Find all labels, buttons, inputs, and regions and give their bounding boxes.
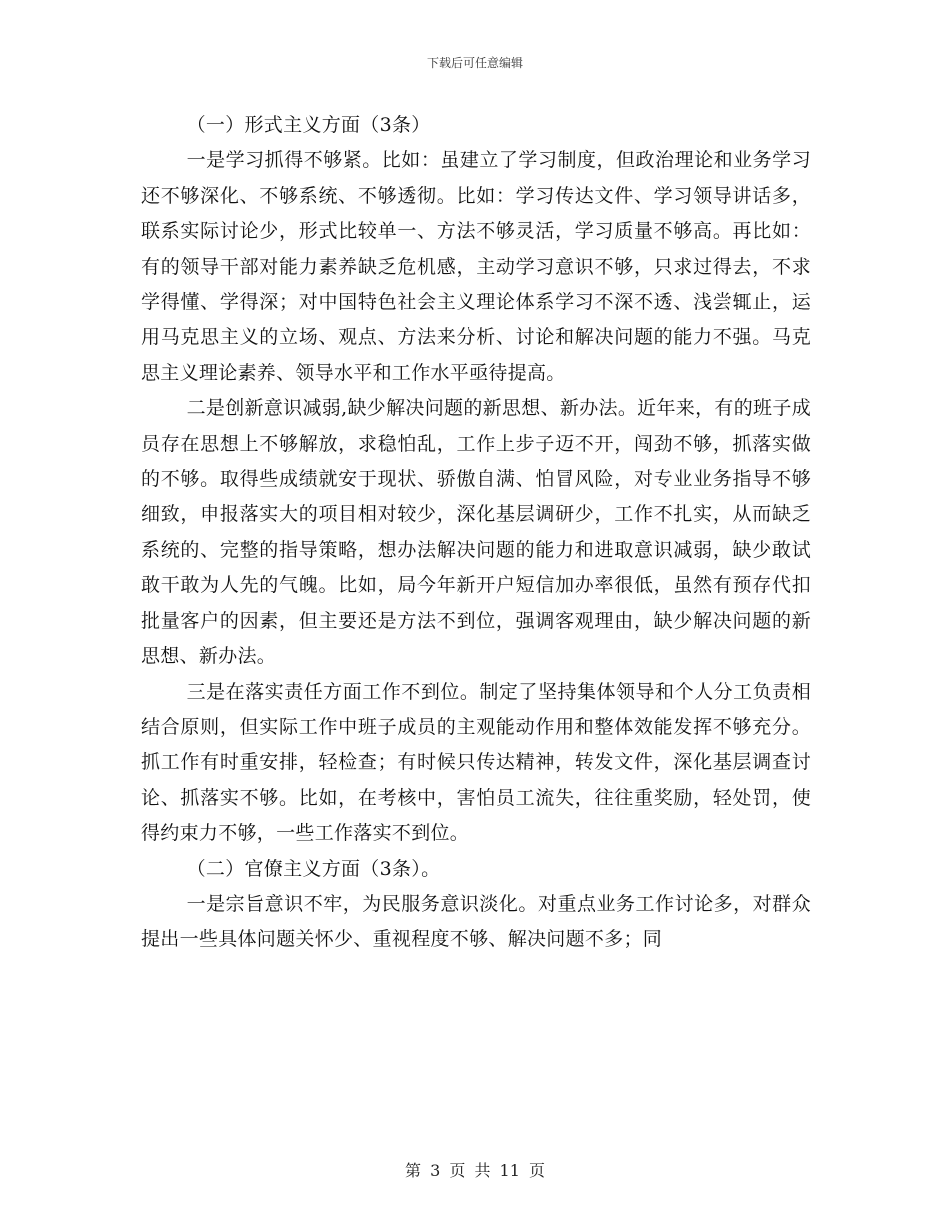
paragraph-study: 一是学习抓得不够紧。比如：虽建立了学习制度，但政治理论和业务学习还不够深化、不够系统、不够透彻。比如：学习传达文件、学习领导讲话多，联系实际讨论少，形式比较单一、方法不够灵活，学习质量不够高。再比如：有的领导干部对能力素养缺乏危机感，主动学习意识不够，只求过得去，不求学得懂、学得深；对中国特色社会主义理论体系学习不深不透、浅尝辄止，运用马克思主义的立场、观点、方法来分析、讨论和解决问题的能力不强。马克思主义理论素养、领导水平和工作水平亟待提高。 bbox=[141, 149, 811, 384]
page-number-footer: 第 3 页 共 11 页 bbox=[405, 1161, 545, 1180]
paragraph-responsibility: 三是在落实责任方面工作不到位。制定了坚持集体领导和个人分工负责相结合原则，但实际工作中班子成员的主观能动作用和整体效能发挥不够充分。抓工作有时重安排，轻检查；有时候只传达精神，转发文件，深化基层调查讨论、抓落实不够。比如，在考核中，害怕员工流失，往往重奖励，轻处罚，使得约束力不够，一些工作落实不到位。 bbox=[141, 680, 811, 845]
document-body bbox=[141, 108, 811, 958]
header-note: 下载后可任意编辑 bbox=[426, 56, 523, 70]
paragraph-innovation: 二是创新意识减弱,缺少解决问题的新思想、新办法。近年来，有的班子成员存在思想上不够解放，求稳怕乱，工作上步子迈不开，闯劲不够，抓落实做的不够。取得些成绩就安于现状、骄傲自满、怕冒风险，对专业业务指导不够细致，申报落实大的项目相对较少，深化基层调研少，工作不扎实，从而缺乏系统的、完整的指导策略，想办法解决问题的能力和进取意识减弱，缺少敢试敢干敢为人先的气魄。比如，局今年新开户短信加办率很低，虽然有预存代扣批量客户的因素，但主要还是方法不到位，强调客观理由，缺少解决问题的新思想、新办法。 bbox=[141, 397, 811, 668]
section-heading-formalism: （一）形式主义方面（3条） bbox=[186, 114, 431, 136]
section-heading-bureaucratism: （二）官僚主义方面（3条）。 bbox=[186, 857, 441, 880]
paragraph-service: 一是宗旨意识不牢，为民服务意识淡化。对重点业务工作讨论多，对群众提出一些具体问题关怀少、重视程度不够、解决问题不多；同 bbox=[141, 892, 811, 951]
